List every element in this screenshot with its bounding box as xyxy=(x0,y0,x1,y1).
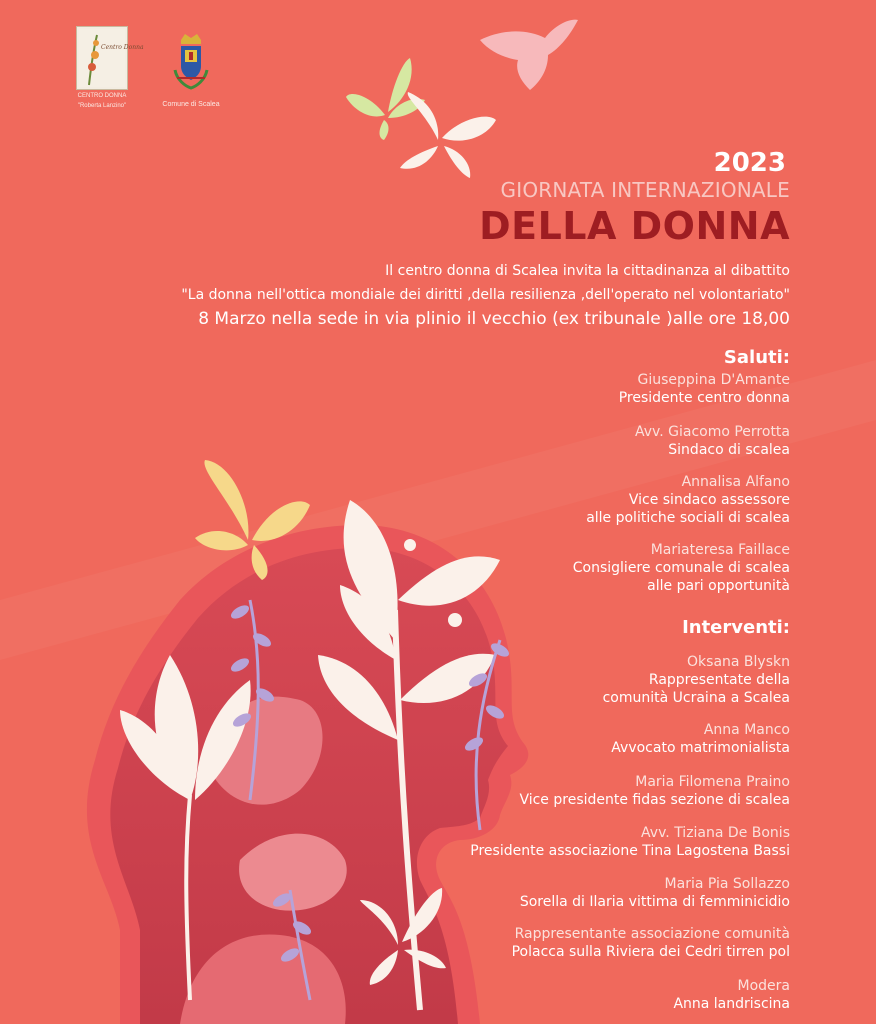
speaker-entry xyxy=(519,773,790,809)
speaker-entry xyxy=(611,721,790,757)
speaker-entry xyxy=(520,875,790,911)
speaker-name: Anna Manco xyxy=(703,722,790,738)
speaker-entry xyxy=(603,653,790,707)
svg-text:Centro Donna: Centro Donna xyxy=(101,44,144,51)
speaker-name: Annalisa Alfano xyxy=(681,474,790,490)
centro-donna-caption-1: CENTRO DONNA xyxy=(77,93,127,99)
centro-donna-logo xyxy=(70,26,144,110)
moderator-name: Anna landriscina xyxy=(673,996,790,1012)
speaker-name: Giuseppina D'Amante xyxy=(637,372,790,388)
speaker-role: comunità Ucraina a Scalea xyxy=(602,690,790,706)
speaker-entry xyxy=(512,925,790,961)
moderator-label: Modera xyxy=(737,978,790,994)
speaker-role: Sorella di Ilaria vittima di femminicidio xyxy=(519,894,790,910)
title-line-2: DELLA DONNA xyxy=(479,204,790,248)
speaker-role: Rappresentate della xyxy=(648,672,790,688)
flower-emblem-icon xyxy=(77,27,144,89)
speaker-role: Presidente centro donna xyxy=(618,390,790,406)
speaker-entry xyxy=(586,473,790,527)
coat-of-arms-icon xyxy=(167,30,215,92)
speaker-role: Vice presidente fidas sezione di scalea xyxy=(519,792,790,808)
speaker-entry xyxy=(470,824,790,860)
speaker-role: Avvocato matrimonialista xyxy=(611,740,790,756)
comune-scalea-logo xyxy=(155,30,227,108)
speaker-name: Rappresentante associazione comunità xyxy=(514,926,790,942)
intro-date-location: 8 Marzo nella sede in via plinio il vecchio (ex tribunale )alle ore 18,00 xyxy=(198,309,790,329)
speaker-entry xyxy=(619,371,790,407)
speaker-role: Vice sindaco assessore xyxy=(628,492,790,508)
moderator-entry xyxy=(673,977,790,1013)
speaker-role: Presidente associazione Tina Lagostena Bassi xyxy=(470,843,790,859)
speaker-name: Maria Filomena Praino xyxy=(635,774,790,790)
speaker-name: Maria Pia Sollazzo xyxy=(664,876,790,892)
intro-debate-title: "La donna nell'ottica mondiale dei diritti ,della resilienza ,dell'operato nel volontariato" xyxy=(181,287,790,303)
speaker-name: Oksana Blyskn xyxy=(687,654,790,670)
event-year: 2023 xyxy=(713,148,786,178)
centro-donna-emblem xyxy=(76,26,144,90)
speaker-role: alle pari opportunità xyxy=(647,578,790,594)
speaker-name: Mariateresa Faillace xyxy=(650,542,790,558)
speaker-name: Avv. Giacomo Perrotta xyxy=(634,424,790,440)
speaker-role: alle politiche sociali di scalea xyxy=(586,510,790,526)
centro-donna-caption-2: "Roberta Lanzino" xyxy=(77,103,127,109)
speaker-entry xyxy=(573,541,790,595)
speaker-role: Consigliere comunale di scalea xyxy=(572,560,790,576)
comune-scalea-caption: Comune di Scalea xyxy=(162,101,220,108)
interventi-heading: Interventi: xyxy=(682,617,790,638)
pink-dove xyxy=(480,20,578,90)
speaker-role: Polacca sulla Riviera dei Cedri tirren pol xyxy=(511,944,790,960)
speaker-entry xyxy=(635,423,790,459)
speaker-name: Avv. Tiziana De Bonis xyxy=(641,825,790,841)
speaker-role: Sindaco di scalea xyxy=(668,442,790,458)
title-line-1: GIORNATA INTERNAZIONALE xyxy=(500,178,790,202)
saluti-heading: Saluti: xyxy=(723,347,790,368)
intro-invitation: Il centro donna di Scalea invita la cittadinanza al dibattito xyxy=(385,263,790,279)
